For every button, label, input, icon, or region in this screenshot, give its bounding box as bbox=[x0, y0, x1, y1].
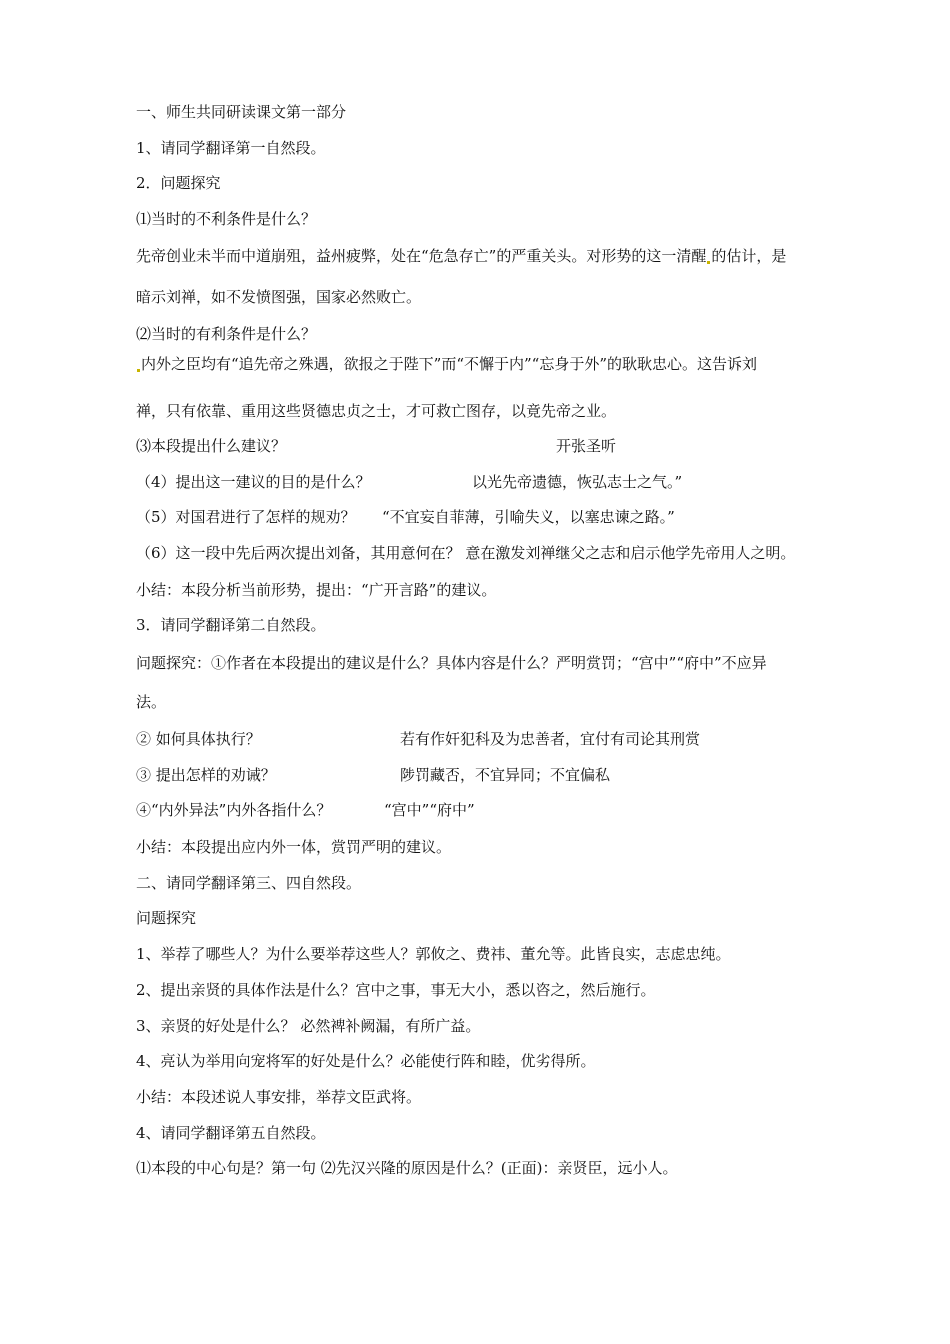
paragraph-line: 4、请同学翻译第五自然段。 bbox=[136, 1124, 326, 1142]
question-line: ⑵当时的有利条件是什么？ bbox=[136, 325, 317, 343]
question-line: 法。 bbox=[136, 693, 167, 711]
question-text: ③ 提出怎样的劝诫？ bbox=[136, 766, 276, 784]
question-line bbox=[136, 765, 611, 785]
answer-text: 陟罚藏否，不宜异同；不宜偏私 bbox=[400, 766, 611, 784]
paragraph-line: 3．请同学翻译第二自然段。 bbox=[136, 616, 326, 634]
answer-text: 开张圣听 bbox=[556, 437, 617, 455]
question-line: 1、举荐了哪些人？为什么要举荐这些人？郭攸之、费祎、董允等。此皆良实，志虑忠纯。 bbox=[136, 945, 731, 963]
answer-text: 内外之臣均有“追先帝之殊遇，欲报之于陛下”而“不懈于内”“忘身于外”的耿耿忠心。这告诉刘 bbox=[141, 355, 758, 373]
question-text: ④“内外异法”内外各指什么？ bbox=[136, 801, 332, 819]
answer-line bbox=[136, 246, 786, 266]
summary-line: 小结：本段提出应内外一体，赏罚严明的建议。 bbox=[136, 838, 452, 856]
question-line: 问题探究：①作者在本段提出的建议是什么？具体内容是什么？严明赏罚；“宫中”“府中”不应异 bbox=[136, 654, 767, 672]
paragraph-line: 2．问题探究 bbox=[136, 174, 221, 192]
paragraph-line: 问题探究 bbox=[136, 909, 197, 927]
question-line bbox=[136, 507, 675, 527]
question-text: （4）提出这一建议的目的是什么？ bbox=[136, 473, 371, 491]
highlight-mark bbox=[137, 369, 140, 372]
answer-line: 暗示刘禅，如不发愤图强，国家必然败亡。 bbox=[136, 288, 422, 306]
question-line: 3、亲贤的好处是什么？ 必然裨补阙漏，有所广益。 bbox=[136, 1017, 481, 1035]
answer-text: 的估计，是 bbox=[711, 247, 787, 265]
question-text: （5）对国君进行了怎样的规劝？ bbox=[136, 508, 356, 526]
question-line bbox=[136, 729, 701, 749]
paragraph-line: 1、请同学翻译第一自然段。 bbox=[136, 139, 326, 157]
question-line bbox=[136, 472, 683, 492]
question-line: ⑴当时的不利条件是什么？ bbox=[136, 210, 317, 228]
answer-text: 若有作奸犯科及为忠善者，宜付有司论其刑赏 bbox=[400, 730, 701, 748]
section-heading-2: 二、请同学翻译第三、四自然段。 bbox=[136, 874, 362, 892]
answer-line bbox=[136, 354, 757, 374]
question-text: ⑶本段提出什么建议？ bbox=[136, 437, 287, 455]
question-line: 2、提出亲贤的具体作法是什么？宫中之事，事无大小，悉以咨之，然后施行。 bbox=[136, 981, 656, 999]
question-line: （6）这一段中先后两次提出刘备，其用意何在？ 意在激发刘禅继父之志和启示他学先帝用人之明。 bbox=[136, 544, 796, 562]
summary-line: 小结：本段述说人事安排，举荐文臣武将。 bbox=[136, 1088, 422, 1106]
section-heading-1: 一、师生共同研读课文第一部分 bbox=[136, 103, 347, 121]
question-line bbox=[136, 800, 475, 820]
answer-text: “不宜妄自菲薄，引喻失义，以塞忠谏之路。” bbox=[382, 508, 675, 526]
question-line: ⑴本段的中心句是？第一句 ⑵先汉兴隆的原因是什么？(正面)：亲贤臣，远小人。 bbox=[136, 1159, 678, 1177]
question-line: 4、亮认为举用向宠将军的好处是什么？必能使行阵和睦，优劣得所。 bbox=[136, 1052, 596, 1070]
question-line bbox=[136, 436, 617, 456]
answer-line: 禅，只有依靠、重用这些贤德忠贞之士，才可救亡图存，以竟先帝之业。 bbox=[136, 402, 617, 420]
answer-text: 先帝创业未半而中道崩殂，益州疲弊，处在“危急存亡”的严重关头。对形势的这一清醒 bbox=[136, 247, 707, 265]
summary-line: 小结：本段分析当前形势，提出：“广开言路”的建议。 bbox=[136, 581, 497, 599]
answer-text: “宫中”“府中” bbox=[384, 801, 475, 819]
answer-text: 以光先帝遗德，恢弘志士之气。” bbox=[472, 473, 683, 491]
highlight-mark bbox=[707, 261, 710, 264]
question-text: ② 如何具体执行？ bbox=[136, 730, 261, 748]
